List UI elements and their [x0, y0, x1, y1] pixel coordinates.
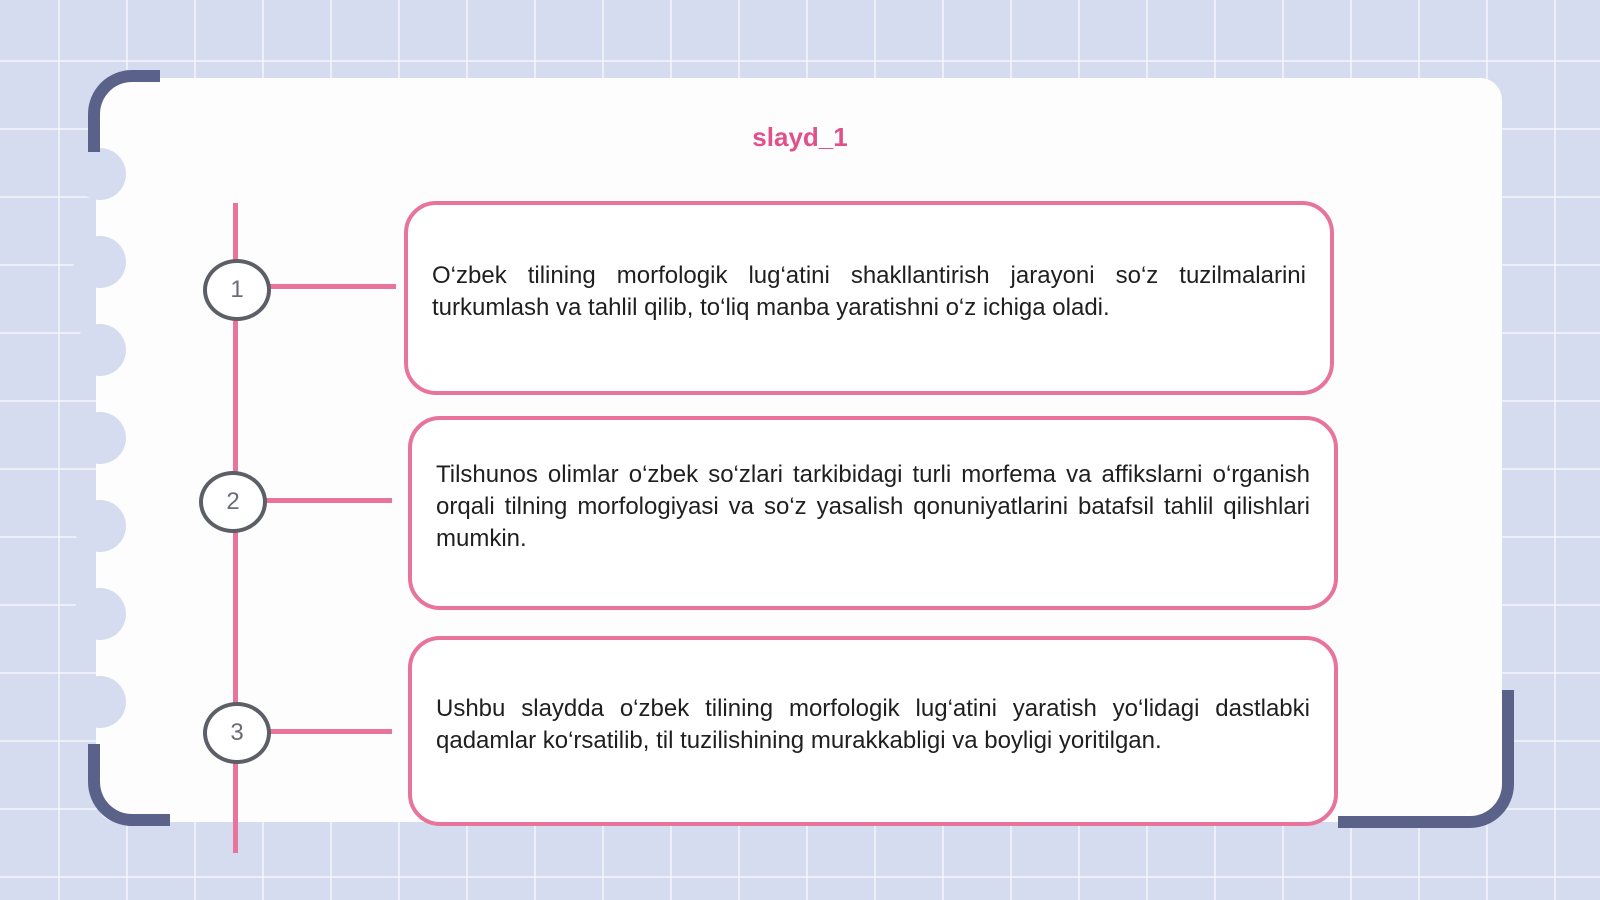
timeline-connector — [268, 284, 396, 289]
card-notch — [74, 324, 126, 376]
step-number-1: 1 — [203, 259, 271, 321]
step-number-3: 3 — [203, 702, 271, 764]
step-text-1: O‘zbek tilining morfologik lug‘atini shakllantirish jarayoni so‘z tuzilmalarini turkumlash va tahlil qilib, to‘liq manba yaratishni o‘z ichiga oladi. — [432, 262, 1306, 321]
card-notch — [74, 148, 126, 200]
timeline-connector — [268, 729, 392, 734]
step-box-1 — [404, 201, 1334, 395]
step-number-2: 2 — [199, 471, 267, 533]
step-text-3: Ushbu slaydda o‘zbek tilining morfologik lug‘atini yaratish yo‘lidagi dastlabki qadamlar ko‘rsatilib, til tuzilishining murakkabligi va boyligi yoritilgan. — [436, 695, 1310, 754]
card-notch — [74, 236, 126, 288]
card-notch — [74, 412, 126, 464]
frame-corner-bottom-right — [1338, 690, 1514, 828]
step-box-3 — [408, 636, 1338, 826]
card-notch — [74, 500, 126, 552]
card-notch — [74, 676, 126, 728]
slide-title: slayd_1 — [752, 122, 848, 152]
timeline-connector — [264, 498, 392, 503]
step-text-2: Tilshunos olimlar o‘zbek so‘zlari tarkibidagi turli morfema va affikslarni o‘rganish orqali tilning morfologiyasi va so‘z yasalish qonuniyatlarini batafsil tahlil qilishlari mumkin. — [436, 461, 1310, 552]
step-box-2 — [408, 416, 1338, 610]
card-notch — [74, 588, 126, 640]
